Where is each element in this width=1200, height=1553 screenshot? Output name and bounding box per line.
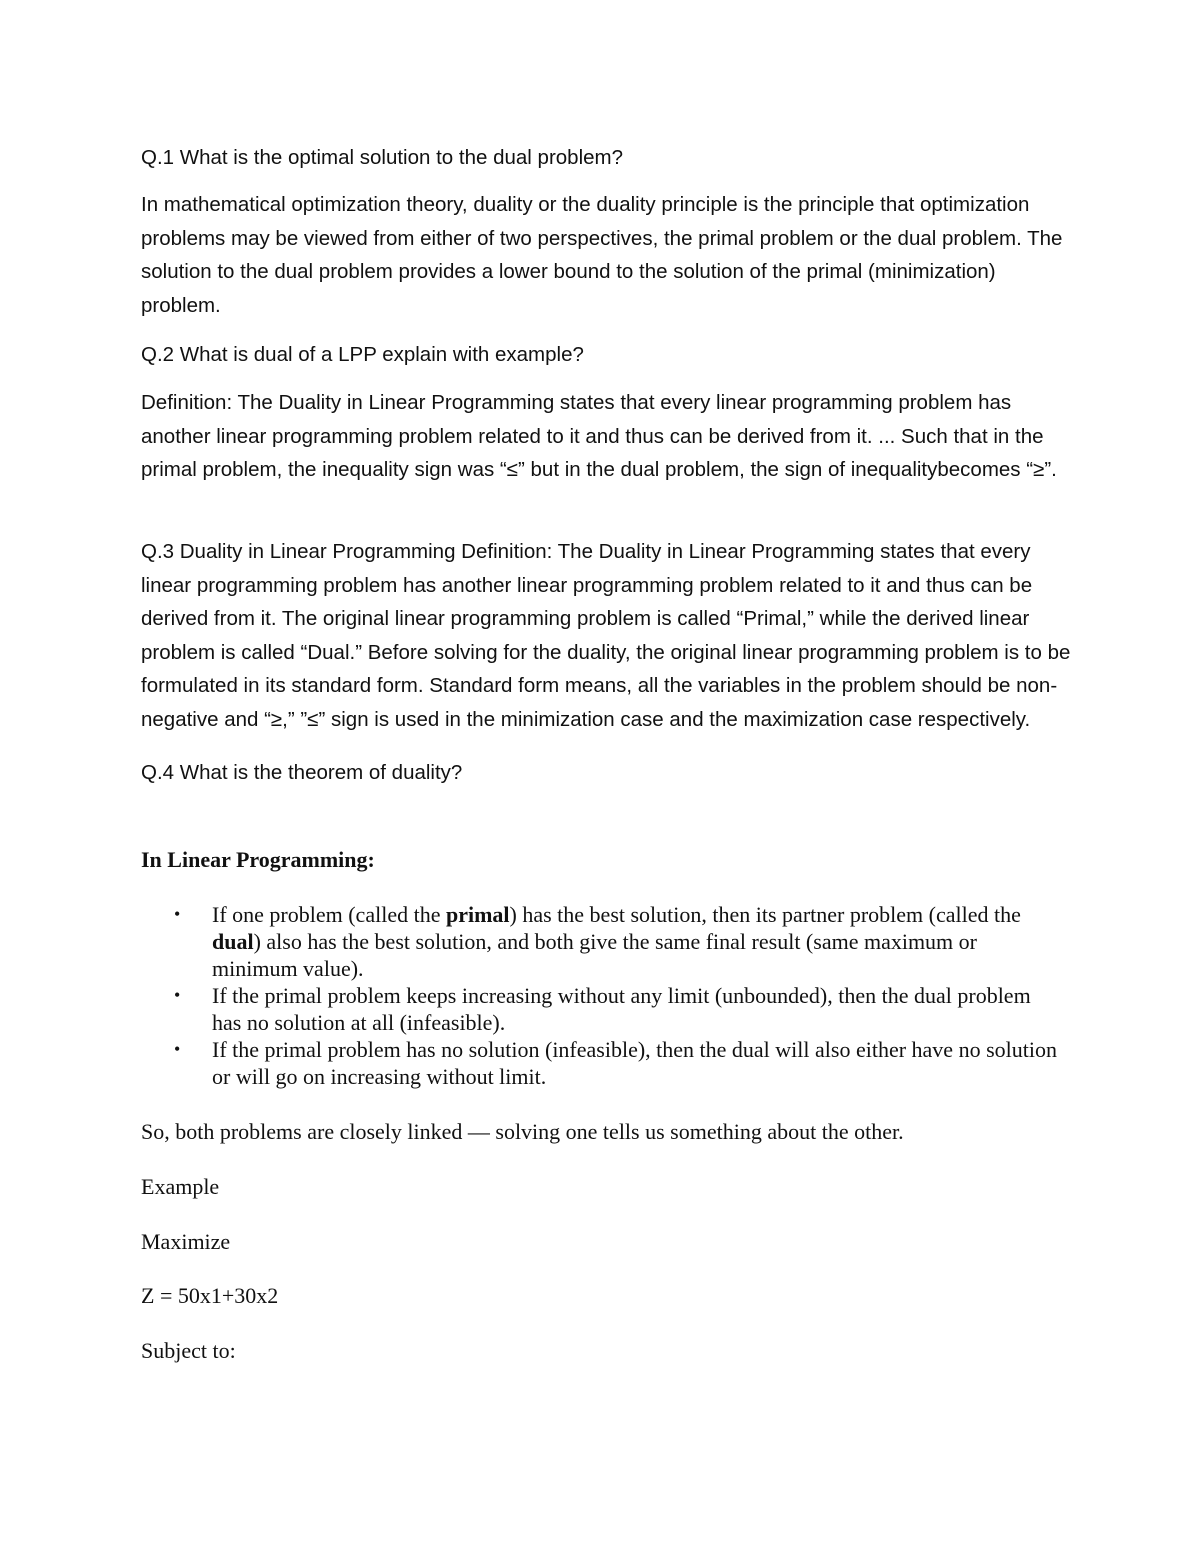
- bullet-icon: •: [174, 1039, 181, 1059]
- dual-term: dual: [212, 929, 254, 954]
- q2-answer: Definition: The Duality in Linear Programming states that every linear programming problem has another linear programming problem related to it and thus can be derived from it. ... Such that in the primal problem, the inequality sign was “≤” but in the dual problem, the sign of inequalitybecomes “≥”.: [141, 391, 1057, 482]
- list-item: • If the primal problem has no solution (infeasible), then the dual will also either have no solution or will go on increasing without limit.: [174, 1037, 1057, 1089]
- q4-heading: In Linear Programming:: [141, 847, 375, 872]
- q1-question: Q.1 What is the optimal solution to the dual problem?: [141, 146, 624, 169]
- q2-question: Q.2 What is dual of a LPP explain with example?: [141, 343, 584, 366]
- example-label: Example: [141, 1174, 220, 1199]
- summary-text: So, both problems are closely linked — solving one tells us something about the other.: [141, 1119, 904, 1144]
- objective-type: Maximize: [141, 1229, 231, 1254]
- list-item: • If the primal problem keeps increasing without any limit (unbounded), then the dual problem has no solution at all (infeasible).: [174, 983, 1031, 1035]
- objective-function: Z = 50x1+30x2: [141, 1283, 279, 1308]
- bullet-icon: •: [174, 985, 181, 1005]
- bullet-icon: •: [174, 904, 181, 924]
- constraints-label: Subject to:: [141, 1338, 236, 1363]
- theorem-bullet-list: [141, 901, 1061, 1090]
- list-item: • If one problem (called the primal) has the best solution, then its partner problem (called the dual) also has the best solution, and both give the same final result (same maximum or minimum value).: [174, 902, 1021, 981]
- q4-question: Q.4 What is the theorem of duality?: [141, 761, 463, 784]
- q3-paragraph: Q.3 Duality in Linear Programming Definition: The Duality in Linear Programming states that every linear programming problem has another linear programming problem related to it and thus can be derived from it. The original linear programming problem is called “Primal,” while the derived linear problem is called “Dual.” Before solving for the duality, the original linear programming problem is to be formulated in its standard form. Standard form means, all the variables in the problem should be non-negative and “≥,” ”≤” sign is used in the minimization case and the maximization case respectively.: [141, 540, 1071, 731]
- q1-answer: In mathematical optimization theory, duality or the duality principle is the principle that optimization problems may be viewed from either of two perspectives, the primal problem or the dual problem. The solution to the dual problem provides a lower bound to the solution of the primal (minimization) problem.: [141, 193, 1063, 317]
- primal-term: primal: [445, 902, 510, 927]
